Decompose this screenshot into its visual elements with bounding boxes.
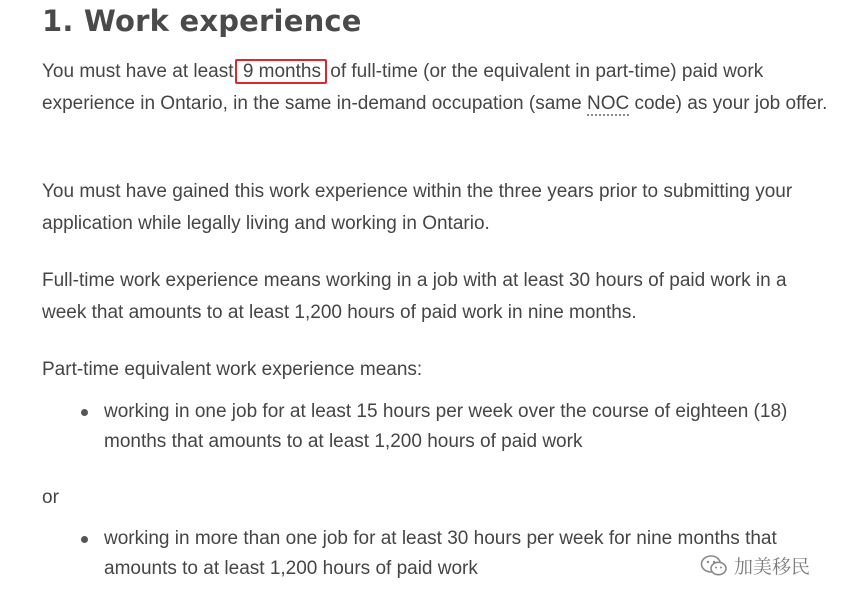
paragraph-timeframe: You must have gained this work experience within the three years prior to submitting your application while legally living and working in Ontario. <box>42 181 793 234</box>
watermark-text: 加美移民 <box>734 556 811 578</box>
part-time-list-1 <box>104 397 834 457</box>
bullet-icon <box>81 409 88 416</box>
section-heading: 1. Work experience <box>42 4 362 38</box>
noc-abbreviation[interactable]: NOC <box>586 93 630 114</box>
paragraph-requirement <box>42 56 832 120</box>
or-separator: or <box>42 487 59 508</box>
bullet-icon <box>81 536 88 543</box>
paragraph-part-time: Part-time equivalent work experience means: <box>42 359 423 380</box>
p1-before: You must have at least <box>42 61 239 82</box>
list-item-text: working in more than one job for at least 30 hours per week for nine months that amounts to at least 1,200 hours of paid work <box>104 528 777 579</box>
wechat-watermark <box>700 552 810 579</box>
p1-after: code) as your job offer. <box>629 93 828 114</box>
list-item-text: working in one job for at least 15 hours per week over the course of eighteen (18) months that amounts to at least 1,200 hours of paid work <box>104 401 788 452</box>
paragraph-full-time: Full-time work experience means working in a job with at least 30 hours of paid work in a week that amounts to at least 1,200 hours of paid work in nine months. <box>42 270 787 323</box>
list-item <box>104 397 834 457</box>
wechat-icon <box>700 554 728 578</box>
p1-middle: of full-time (or the equivalent in part-time) paid work experience in Ontario, in the same in-demand occupation (same <box>42 61 764 114</box>
highlighted-duration: 9 months <box>235 59 327 84</box>
